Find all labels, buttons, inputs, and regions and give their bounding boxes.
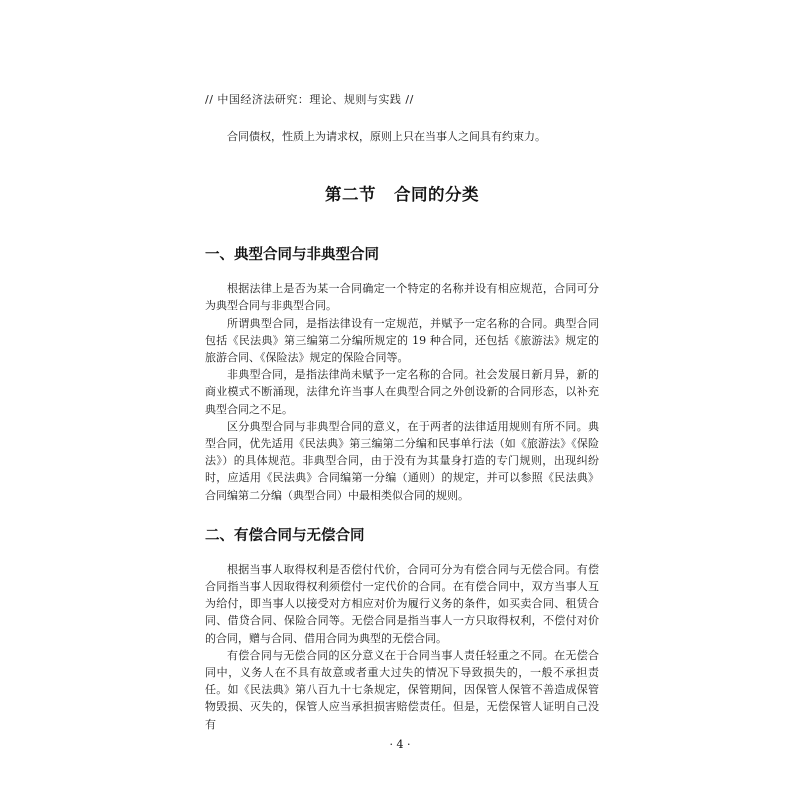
subsection-heading-2: 二、有偿合同与无偿合同 (205, 527, 365, 544)
paragraph: 有偿合同与无偿合同的区分意义在于合同当事人责任轻重之不同。在无偿合同中，义务人在不具有故意或者重大过失的情况下导致损失的，一般不承担责任。如《民法典》第八百九十七条规定，保管期间，因保管人保管不善造成保管物毁损、灭失的，保管人应当承担损害赔偿责任。但是，无偿保管人证明自己没有 (205, 648, 599, 731)
section-name: 合同的分类 (394, 185, 479, 205)
page-content (205, 128, 599, 733)
paragraph: 所谓典型合同，是指法律设有一定规范，并赋予一定名称的合同。典型合同包括《民法典》第三编第二分编所规定的 19 种合同，还包括《旅游法》规定的旅游合同、《保险法》规定的保险合同等。 (205, 316, 599, 365)
subsection-heading-1: 一、典型合同与非典型合同 (205, 247, 379, 264)
paragraph: 根据当事人取得权利是否偿付代价，合同可分为有偿合同与无偿合同。有偿合同指当事人因取得权利须偿付一定代价的合同。在有偿合同中，双方当事人互为给付，即当事人以接受对方相应对价为履行义务的条件，如买卖合同、租赁合同、借贷合同、保险合同等。无偿合同是指当事人一方只取得权利，不偿付对价的合同，赠与合同、借用合同为典型的无偿合同。 (205, 562, 599, 645)
section-number: 第二节 (325, 185, 376, 205)
intro-paragraph: 合同债权，性质上为请求权，原则上只在当事人之间具有约束力。 (227, 130, 546, 143)
paragraph: 区分典型合同与非典型合同的意义，在于两者的法律适用规则有所不同。典型合同，优先适用《民法典》第三编第二分编和民事单行法（如《旅游法》《保险法》）的具体规范。非典型合同，由于没有为其量身打造的专门规则，出现纠纷时，应适用《民法典》合同编第一分编（通则）的规定，并可以参照《民法典》合同编第二分编（典型合同）中最相类似合同的规则。 (205, 419, 599, 502)
running-header: // 中国经济法研究：理论、规则与实践 // (205, 93, 414, 106)
paragraph: 根据法律上是否为某一合同确定一个特定的名称并设有相应规范，合同可分为典型合同与非典型合同。 (205, 282, 599, 313)
paragraph: 非典型合同，是指法律尚未赋予一定名称的合同。社会发展日新月异，新的商业模式不断涌现，法律允许当事人在典型合同之外创设新的合同形态，以补充典型合同之不足。 (205, 368, 599, 416)
page-number: · 4 · (389, 738, 411, 751)
section-title (205, 181, 599, 205)
